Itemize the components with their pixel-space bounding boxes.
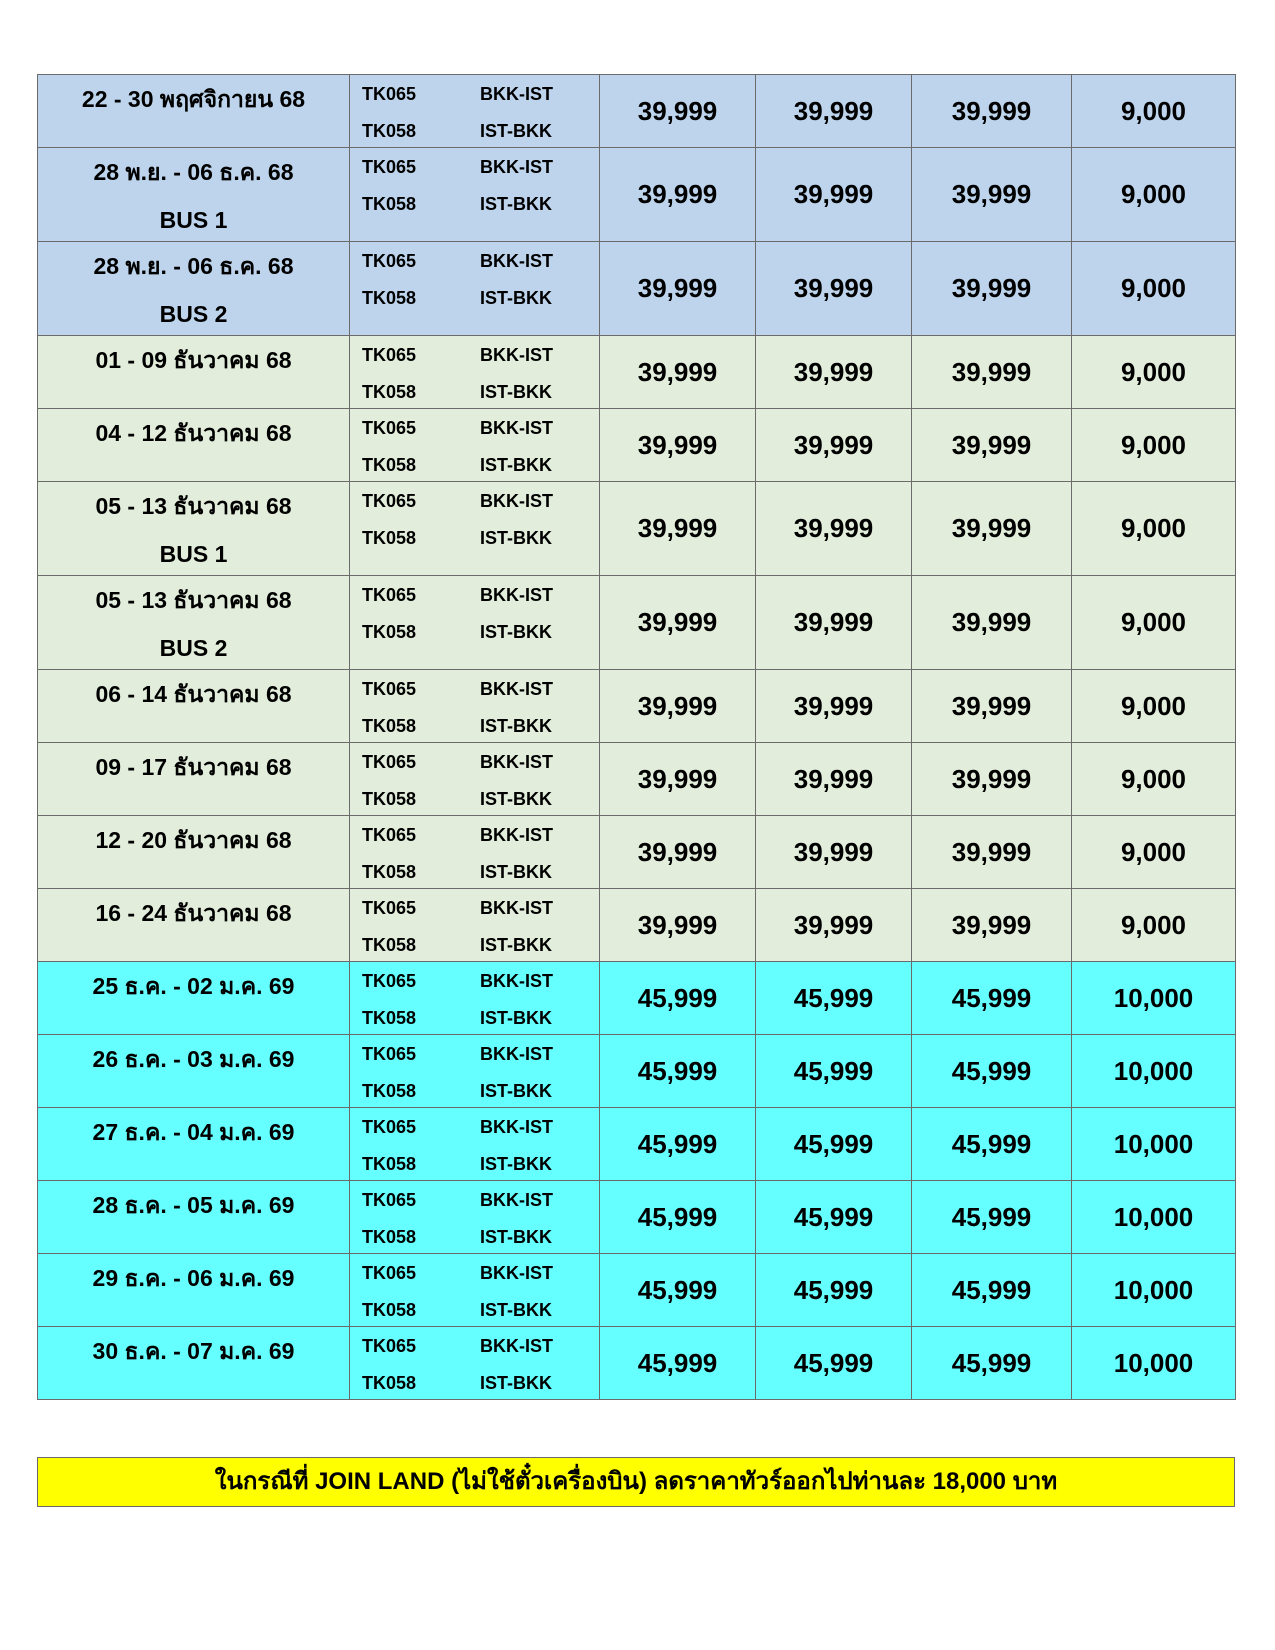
price-cell: 45,999 bbox=[912, 1254, 1072, 1327]
outbound-route: BKK-IST bbox=[480, 251, 553, 271]
price-cell: 39,999 bbox=[600, 409, 756, 482]
join-land-note: ในกรณีที่ JOIN LAND (ไม่ใช้ตั๋วเครื่องบิน) ลดราคาทัวร์ออกไปท่านละ 18,000 บาท bbox=[37, 1457, 1235, 1507]
outbound-flight-number: TK065 bbox=[362, 898, 417, 918]
return-route: IST-BKK bbox=[480, 455, 552, 475]
price-cell: 45,999 bbox=[600, 1035, 756, 1108]
travel-date-cell bbox=[38, 1327, 350, 1400]
return-flight-number: TK058 bbox=[362, 1154, 417, 1174]
travel-date: 04 - 12 ธันวาคม 68 bbox=[95, 420, 292, 446]
single-supplement-cell: 10,000 bbox=[1072, 962, 1236, 1035]
travel-date: 12 - 20 ธันวาคม 68 bbox=[95, 827, 292, 853]
table-row bbox=[38, 148, 1236, 242]
single-supplement-cell: 9,000 bbox=[1072, 409, 1236, 482]
price-cell: 39,999 bbox=[600, 482, 756, 576]
single-supplement-cell: 9,000 bbox=[1072, 75, 1236, 148]
price-cell: 39,999 bbox=[600, 148, 756, 242]
outbound-route: BKK-IST bbox=[480, 418, 553, 438]
bus-label: BUS 1 bbox=[159, 541, 228, 567]
return-route: IST-BKK bbox=[480, 382, 552, 402]
travel-date: 06 - 14 ธันวาคม 68 bbox=[95, 681, 292, 707]
return-route: IST-BKK bbox=[480, 1300, 552, 1320]
return-route: IST-BKK bbox=[480, 1373, 552, 1393]
travel-date: 05 - 13 ธันวาคม 68 bbox=[95, 493, 292, 519]
price-cell: 39,999 bbox=[756, 576, 912, 670]
price-cell: 45,999 bbox=[600, 1108, 756, 1181]
bus-label: BUS 1 bbox=[159, 207, 228, 233]
travel-date: 28 พ.ย. - 06 ธ.ค. 68 bbox=[93, 253, 294, 279]
travel-date: 22 - 30 พฤศจิกายน 68 bbox=[81, 86, 306, 112]
flight-cell bbox=[350, 1254, 600, 1327]
outbound-route: BKK-IST bbox=[480, 1190, 553, 1210]
price-cell: 39,999 bbox=[912, 743, 1072, 816]
table-row bbox=[38, 409, 1236, 482]
price-cell: 39,999 bbox=[756, 816, 912, 889]
outbound-route: BKK-IST bbox=[480, 345, 553, 365]
return-route: IST-BKK bbox=[480, 194, 552, 214]
outbound-route: BKK-IST bbox=[480, 157, 553, 177]
flight-cell bbox=[350, 889, 600, 962]
single-supplement-cell: 10,000 bbox=[1072, 1327, 1236, 1400]
return-route: IST-BKK bbox=[480, 789, 552, 809]
return-flight-number: TK058 bbox=[362, 288, 417, 308]
flight-cell bbox=[350, 670, 600, 743]
outbound-route: BKK-IST bbox=[480, 1336, 553, 1356]
outbound-flight-number: TK065 bbox=[362, 1044, 417, 1064]
price-cell: 39,999 bbox=[912, 670, 1072, 743]
flight-cell bbox=[350, 576, 600, 670]
outbound-route: BKK-IST bbox=[480, 971, 553, 991]
price-cell: 45,999 bbox=[600, 1327, 756, 1400]
return-route: IST-BKK bbox=[480, 622, 552, 642]
table-row bbox=[38, 670, 1236, 743]
price-cell: 45,999 bbox=[912, 1327, 1072, 1400]
travel-date-cell bbox=[38, 482, 350, 576]
table-row bbox=[38, 242, 1236, 336]
return-flight-number: TK058 bbox=[362, 194, 417, 214]
single-supplement-cell: 10,000 bbox=[1072, 1108, 1236, 1181]
price-cell: 45,999 bbox=[756, 1035, 912, 1108]
return-route: IST-BKK bbox=[480, 1008, 552, 1028]
flight-cell bbox=[350, 1108, 600, 1181]
single-supplement-cell: 9,000 bbox=[1072, 242, 1236, 336]
travel-date-cell bbox=[38, 962, 350, 1035]
price-cell: 39,999 bbox=[756, 482, 912, 576]
travel-date: 27 ธ.ค. - 04 ม.ค. 69 bbox=[92, 1119, 295, 1145]
single-supplement-cell: 10,000 bbox=[1072, 1035, 1236, 1108]
single-supplement-cell: 9,000 bbox=[1072, 816, 1236, 889]
travel-date-cell bbox=[38, 576, 350, 670]
travel-date-cell bbox=[38, 409, 350, 482]
return-route: IST-BKK bbox=[480, 288, 552, 308]
return-flight-number: TK058 bbox=[362, 862, 417, 882]
price-cell: 45,999 bbox=[756, 1327, 912, 1400]
travel-date-cell bbox=[38, 148, 350, 242]
flight-cell bbox=[350, 816, 600, 889]
outbound-flight-number: TK065 bbox=[362, 491, 417, 511]
price-cell: 39,999 bbox=[600, 670, 756, 743]
single-supplement-cell: 10,000 bbox=[1072, 1181, 1236, 1254]
return-route: IST-BKK bbox=[480, 1154, 552, 1174]
price-cell: 45,999 bbox=[600, 962, 756, 1035]
return-flight-number: TK058 bbox=[362, 935, 417, 955]
price-cell: 39,999 bbox=[912, 576, 1072, 670]
table-row bbox=[38, 1327, 1236, 1400]
outbound-flight-number: TK065 bbox=[362, 752, 417, 772]
outbound-route: BKK-IST bbox=[480, 679, 553, 699]
outbound-flight-number: TK065 bbox=[362, 345, 417, 365]
return-flight-number: TK058 bbox=[362, 716, 417, 736]
return-route: IST-BKK bbox=[480, 716, 552, 736]
price-cell: 45,999 bbox=[756, 1108, 912, 1181]
return-route: IST-BKK bbox=[480, 528, 552, 548]
price-cell: 39,999 bbox=[600, 889, 756, 962]
price-cell: 39,999 bbox=[756, 409, 912, 482]
return-flight-number: TK058 bbox=[362, 1373, 417, 1393]
flight-cell bbox=[350, 743, 600, 816]
return-route: IST-BKK bbox=[480, 1081, 552, 1101]
table-row bbox=[38, 816, 1236, 889]
outbound-flight-number: TK065 bbox=[362, 1190, 417, 1210]
flight-cell bbox=[350, 1181, 600, 1254]
price-cell: 39,999 bbox=[600, 75, 756, 148]
travel-date-cell bbox=[38, 75, 350, 148]
single-supplement-cell: 9,000 bbox=[1072, 576, 1236, 670]
table-row bbox=[38, 889, 1236, 962]
outbound-flight-number: TK065 bbox=[362, 1117, 417, 1137]
travel-date-cell bbox=[38, 670, 350, 743]
price-cell: 45,999 bbox=[756, 962, 912, 1035]
outbound-route: BKK-IST bbox=[480, 825, 553, 845]
outbound-flight-number: TK065 bbox=[362, 825, 417, 845]
flight-cell bbox=[350, 482, 600, 576]
price-cell: 45,999 bbox=[756, 1254, 912, 1327]
flight-cell bbox=[350, 1327, 600, 1400]
return-flight-number: TK058 bbox=[362, 1008, 417, 1028]
flight-cell bbox=[350, 962, 600, 1035]
outbound-route: BKK-IST bbox=[480, 1117, 553, 1137]
outbound-route: BKK-IST bbox=[480, 752, 553, 772]
flight-cell bbox=[350, 242, 600, 336]
price-cell: 39,999 bbox=[600, 242, 756, 336]
price-cell: 39,999 bbox=[756, 336, 912, 409]
price-cell: 39,999 bbox=[600, 336, 756, 409]
price-cell: 39,999 bbox=[912, 75, 1072, 148]
bus-label: BUS 2 bbox=[159, 635, 228, 661]
table-row bbox=[38, 1181, 1236, 1254]
price-cell: 39,999 bbox=[756, 889, 912, 962]
return-flight-number: TK058 bbox=[362, 382, 417, 402]
price-cell: 39,999 bbox=[600, 576, 756, 670]
price-cell: 39,999 bbox=[912, 336, 1072, 409]
outbound-route: BKK-IST bbox=[480, 491, 553, 511]
flight-cell bbox=[350, 148, 600, 242]
table-row bbox=[38, 743, 1236, 816]
travel-date-cell bbox=[38, 816, 350, 889]
outbound-route: BKK-IST bbox=[480, 1263, 553, 1283]
travel-date: 28 พ.ย. - 06 ธ.ค. 68 bbox=[93, 159, 294, 185]
price-cell: 39,999 bbox=[756, 743, 912, 816]
bus-label: BUS 2 bbox=[159, 301, 228, 327]
single-supplement-cell: 9,000 bbox=[1072, 743, 1236, 816]
table-row bbox=[38, 962, 1236, 1035]
flight-cell bbox=[350, 336, 600, 409]
travel-date: 30 ธ.ค. - 07 ม.ค. 69 bbox=[92, 1338, 295, 1364]
price-cell: 39,999 bbox=[912, 148, 1072, 242]
outbound-flight-number: TK065 bbox=[362, 1263, 417, 1283]
travel-date: 28 ธ.ค. - 05 ม.ค. 69 bbox=[92, 1192, 295, 1218]
table-row bbox=[38, 1108, 1236, 1181]
price-cell: 45,999 bbox=[600, 1254, 756, 1327]
travel-date: 09 - 17 ธันวาคม 68 bbox=[95, 754, 292, 780]
price-cell: 39,999 bbox=[756, 670, 912, 743]
return-flight-number: TK058 bbox=[362, 1081, 417, 1101]
single-supplement-cell: 9,000 bbox=[1072, 670, 1236, 743]
return-route: IST-BKK bbox=[480, 1227, 552, 1247]
outbound-flight-number: TK065 bbox=[362, 251, 417, 271]
outbound-route: BKK-IST bbox=[480, 898, 553, 918]
price-cell: 39,999 bbox=[756, 242, 912, 336]
travel-date-cell bbox=[38, 1181, 350, 1254]
return-route: IST-BKK bbox=[480, 935, 552, 955]
return-flight-number: TK058 bbox=[362, 622, 417, 642]
return-flight-number: TK058 bbox=[362, 789, 417, 809]
tour-price-table bbox=[37, 74, 1236, 1400]
travel-date-cell bbox=[38, 889, 350, 962]
return-flight-number: TK058 bbox=[362, 455, 417, 475]
outbound-route: BKK-IST bbox=[480, 84, 553, 104]
outbound-flight-number: TK065 bbox=[362, 84, 417, 104]
price-cell: 45,999 bbox=[912, 1035, 1072, 1108]
table-row bbox=[38, 482, 1236, 576]
outbound-flight-number: TK065 bbox=[362, 585, 417, 605]
outbound-route: BKK-IST bbox=[480, 585, 553, 605]
flight-cell bbox=[350, 75, 600, 148]
travel-date: 25 ธ.ค. - 02 ม.ค. 69 bbox=[92, 973, 295, 999]
travel-date-cell bbox=[38, 242, 350, 336]
price-cell: 39,999 bbox=[756, 75, 912, 148]
flight-cell bbox=[350, 409, 600, 482]
outbound-flight-number: TK065 bbox=[362, 971, 417, 991]
travel-date: 05 - 13 ธันวาคม 68 bbox=[95, 587, 292, 613]
outbound-flight-number: TK065 bbox=[362, 1336, 417, 1356]
price-cell: 39,999 bbox=[912, 816, 1072, 889]
single-supplement-cell: 9,000 bbox=[1072, 148, 1236, 242]
outbound-flight-number: TK065 bbox=[362, 157, 417, 177]
return-flight-number: TK058 bbox=[362, 528, 417, 548]
outbound-flight-number: TK065 bbox=[362, 679, 417, 699]
price-cell: 45,999 bbox=[912, 962, 1072, 1035]
table-row bbox=[38, 336, 1236, 409]
travel-date: 29 ธ.ค. - 06 ม.ค. 69 bbox=[92, 1265, 295, 1291]
outbound-route: BKK-IST bbox=[480, 1044, 553, 1064]
travel-date-cell bbox=[38, 1035, 350, 1108]
flight-cell bbox=[350, 1035, 600, 1108]
return-flight-number: TK058 bbox=[362, 1300, 417, 1320]
return-flight-number: TK058 bbox=[362, 1227, 417, 1247]
travel-date-cell bbox=[38, 1254, 350, 1327]
table-row bbox=[38, 1254, 1236, 1327]
table-row bbox=[38, 1035, 1236, 1108]
single-supplement-cell: 9,000 bbox=[1072, 889, 1236, 962]
table-row bbox=[38, 75, 1236, 148]
single-supplement-cell: 10,000 bbox=[1072, 1254, 1236, 1327]
price-cell: 39,999 bbox=[912, 889, 1072, 962]
price-cell: 39,999 bbox=[756, 148, 912, 242]
travel-date: 26 ธ.ค. - 03 ม.ค. 69 bbox=[92, 1046, 295, 1072]
price-cell: 45,999 bbox=[600, 1181, 756, 1254]
travel-date: 16 - 24 ธันวาคม 68 bbox=[95, 900, 292, 926]
price-cell: 39,999 bbox=[912, 482, 1072, 576]
single-supplement-cell: 9,000 bbox=[1072, 336, 1236, 409]
table-row bbox=[38, 576, 1236, 670]
price-cell: 45,999 bbox=[912, 1181, 1072, 1254]
outbound-flight-number: TK065 bbox=[362, 418, 417, 438]
return-flight-number: TK058 bbox=[362, 121, 417, 141]
price-cell: 45,999 bbox=[756, 1181, 912, 1254]
return-route: IST-BKK bbox=[480, 862, 552, 882]
travel-date-cell bbox=[38, 743, 350, 816]
return-route: IST-BKK bbox=[480, 121, 552, 141]
price-cell: 39,999 bbox=[600, 743, 756, 816]
price-cell: 39,999 bbox=[912, 409, 1072, 482]
travel-date: 01 - 09 ธันวาคม 68 bbox=[95, 347, 292, 373]
price-cell: 39,999 bbox=[912, 242, 1072, 336]
price-cell: 45,999 bbox=[912, 1108, 1072, 1181]
travel-date-cell bbox=[38, 1108, 350, 1181]
price-cell: 39,999 bbox=[600, 816, 756, 889]
single-supplement-cell: 9,000 bbox=[1072, 482, 1236, 576]
travel-date-cell bbox=[38, 336, 350, 409]
